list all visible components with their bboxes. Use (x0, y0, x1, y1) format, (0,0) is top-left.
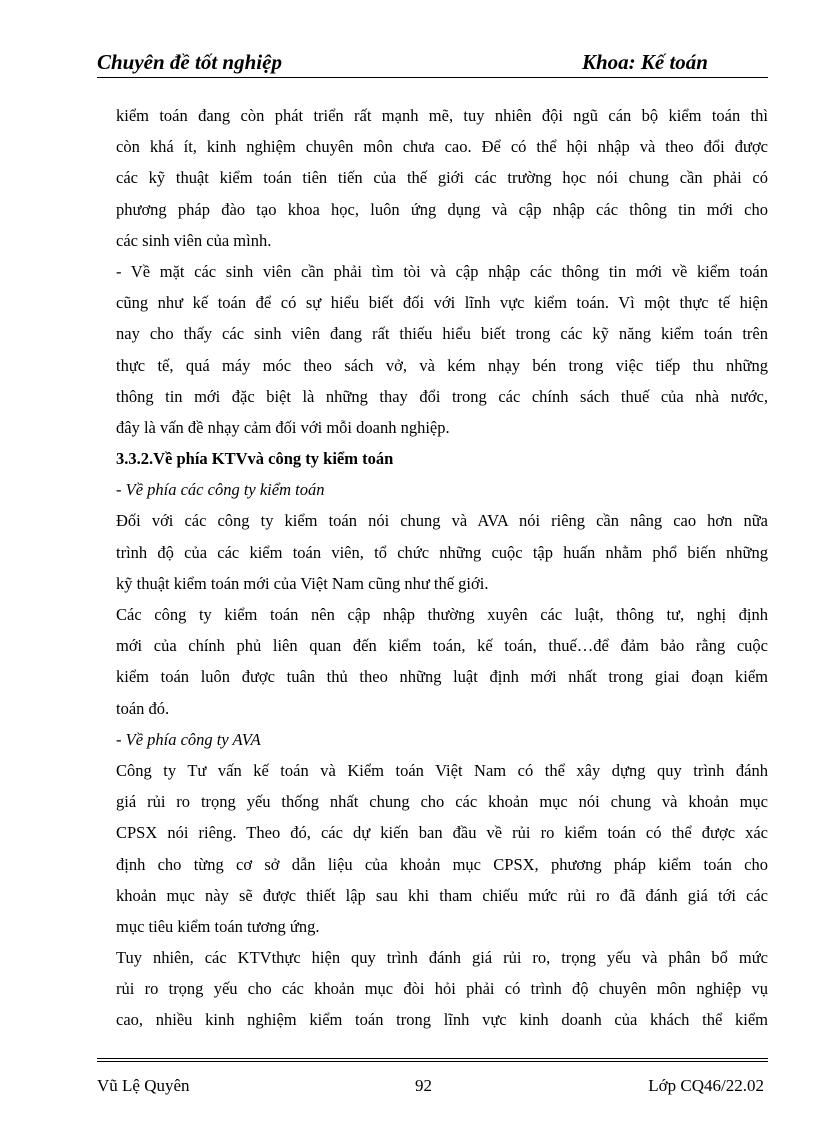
header-title: Chuyên đề tốt nghiệp (97, 50, 282, 74)
text-line: mục tiêu kiểm toán tương ứng. (116, 916, 320, 936)
text-line: thực tế, quá máy móc theo sách vở, và kém nhạy bén trong việc tiếp thu những (116, 355, 768, 375)
text-line: các sinh viên của mình. (116, 230, 272, 250)
page-footer (97, 1076, 768, 1098)
text-line: rủi ro trọng yếu cho các khoản mục đòi hỏi phải có trình độ chuyên môn nghiệp vụ (116, 979, 768, 999)
header-department: Khoa: Kế toán (581, 50, 708, 74)
text-line: kỹ thuật kiểm toán mới của Việt Nam cũng như thế giới. (116, 573, 489, 593)
text-line: kiểm toán luôn được tuân thủ theo những luật định mới nhất trong giai đoạn kiểm (116, 667, 768, 687)
text-line: Đối với các công ty kiểm toán nói chung và AVA nói riêng cần nâng cao hơn nữa (116, 511, 768, 531)
section-heading: 3.3.2.Về phía KTVvà công ty kiểm toán (116, 449, 394, 469)
text-line: kiểm toán đang còn phát triển rất mạnh mẽ, tuy nhiên đội ngũ cán bộ kiểm toán thì (116, 106, 768, 125)
text-line: thông tin mới đặc biệt là những thay đổi trong các chính sách thuế của nhà nước, (116, 386, 768, 406)
footer-rule-bottom (97, 1061, 768, 1062)
text-line: nay cho thấy các sinh viên đang rất thiếu hiểu biết trong các kỹ năng kiểm toán trên (116, 324, 768, 344)
subsection-label: - Về phía công ty AVA (116, 729, 261, 749)
page-number: 92 (415, 1076, 432, 1095)
text-line: khoản mục này sẽ được thiết lập sau khi tham chiếu mức rủi ro đã đánh giá tới các (116, 885, 768, 905)
text-line: các kỹ thuật kiểm toán tiên tiến của thế giới các trường học nói chung cần phải có (116, 168, 768, 188)
text-line: mới của chính phủ liên quan đến kiểm toán, kế toán, thuế…để đảm bảo rằng cuộc (116, 636, 768, 656)
page-header (97, 50, 768, 76)
text-line: đây là vấn đề nhạy cảm đối với mỗi doanh nghiệp. (116, 417, 450, 437)
text-line: giá rủi ro trọng yếu thống nhất chung cho các khoản mục nói chung và khoản mục (116, 792, 768, 812)
text-line: Các công ty kiểm toán nên cập nhập thường xuyên các luật, thông tư, nghị định (116, 605, 768, 624)
text-line: còn khá ít, kinh nghiệm chuyên môn chưa cao. Để có thể hội nhập và theo đổi được (116, 137, 768, 157)
text-line: Tuy nhiên, các KTVthực hiện quy trình đánh giá rủi ro, trọng yếu và phân bổ mức (116, 948, 768, 968)
text-line: cao, nhiều kinh nghiệm kiểm toán trong lĩnh vực kinh doanh của khách thể kiểm (116, 1010, 768, 1030)
header-rule (97, 77, 768, 78)
text-line: toán đó. (116, 698, 170, 718)
footer-rule-top (97, 1058, 768, 1059)
text-line: trình độ của các kiểm toán viên, tổ chức những cuộc tập huấn nhằm phổ biến những (116, 542, 768, 562)
text-line: định cho từng cơ sở dẫn liệu của khoản mục CPSX, phương pháp kiểm toán cho (116, 854, 768, 874)
footer-class: Lớp CQ46/22.02 (648, 1076, 764, 1095)
text-line: - Về mặt các sinh viên cần phải tìm tòi và cập nhập các thông tin mới về kiểm toán (116, 261, 768, 281)
subsection-label: - Về phía các công ty kiểm toán (116, 480, 325, 500)
footer-author: Vũ Lệ Quyên (97, 1076, 190, 1095)
text-line: Công ty Tư vấn kế toán và Kiểm toán Việt Nam có thể xây dựng quy trình đánh (116, 760, 768, 780)
text-line: phương pháp đào tạo khoa học, luôn ứng dụng và cập nhập các thông tin mới cho (116, 199, 768, 219)
text-line: CPSX nói riêng. Theo đó, các dự kiến ban đầu về rủi ro kiểm toán có thể được xác (116, 823, 768, 843)
text-line: cũng như kế toán để có sự hiểu biết đối với lĩnh vực kiểm toán. Vì một thực tế hiện (116, 293, 768, 313)
body-text (116, 100, 768, 1036)
